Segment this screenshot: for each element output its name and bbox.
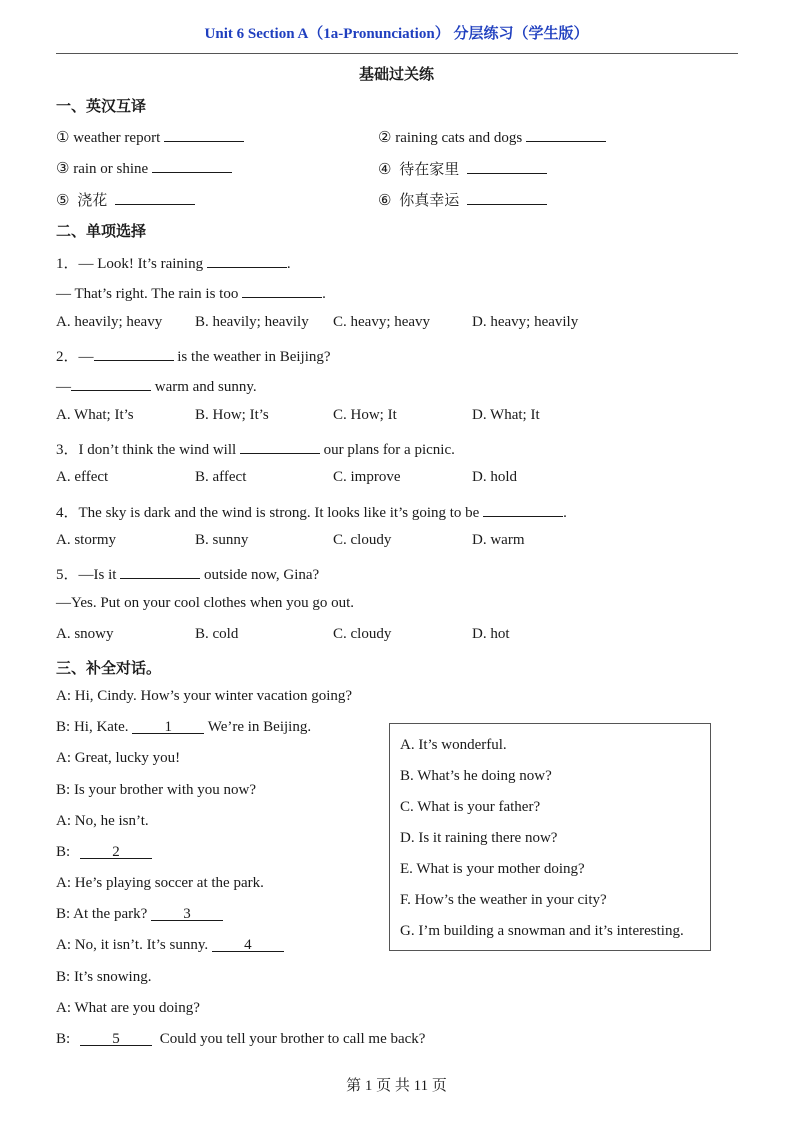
question-1-line-2 (56, 283, 326, 303)
q3-option-b[interactable]: B. affect (195, 469, 247, 485)
speaker-label: B: (56, 782, 71, 798)
item-text: 待在家里 (399, 162, 460, 178)
dialogue-line-5 (56, 813, 149, 830)
answer-blank[interactable] (483, 502, 563, 517)
dialogue-text: Hi, Kate. (73, 719, 129, 735)
item-text: raining cats and dogs (395, 130, 523, 146)
q1-option-a[interactable]: A. heavily; heavy (56, 314, 163, 330)
speaker-label: B: (56, 719, 71, 735)
dialogue-text: What are you doing? (74, 1000, 200, 1016)
q5-option-b[interactable]: B. cold (195, 626, 239, 642)
question-2-line-1 (56, 345, 331, 366)
q5-option-a[interactable]: A. snowy (56, 626, 114, 642)
question-5-line-1 (56, 563, 319, 584)
q3-option-a[interactable]: A. effect (56, 469, 109, 485)
question-4-line-1 (56, 501, 567, 522)
speaker-label: B: (56, 969, 71, 985)
question-text: —Is it (78, 567, 117, 583)
dialogue-text: We’re in Beijing. (207, 719, 312, 735)
question-text: — (78, 349, 94, 365)
question-text: . (322, 286, 326, 302)
dialogue-line-9 (56, 937, 284, 954)
item-text: 你真幸运 (399, 193, 460, 209)
dialogue-line-12 (56, 1031, 425, 1048)
dialogue-blank-3[interactable]: 3 (151, 906, 223, 921)
document-header-title: Unit 6 Section A（1a-Pronunciation） 分层练习（学生版） (204, 26, 589, 42)
question-text: . (563, 505, 567, 521)
item-number: ⑥ (378, 193, 392, 209)
question-number: 5． (56, 567, 79, 583)
speaker-label: B: (56, 906, 71, 922)
q2-option-d[interactable]: D. What; It (472, 407, 540, 423)
item-text: 浇花 (77, 193, 108, 209)
question-number: 2． (56, 349, 79, 365)
answer-blank[interactable] (240, 439, 320, 454)
speaker-label: A: (56, 688, 71, 704)
box-option-e: E. What is your mother doing? (400, 861, 585, 877)
question-3-line-1 (56, 438, 455, 459)
item-number: ⑤ (56, 193, 70, 209)
q4-option-d[interactable]: D. warm (472, 532, 525, 548)
question-number: 1． (56, 256, 79, 272)
dialogue-text: He’s playing soccer at the park. (74, 875, 264, 891)
answer-blank[interactable] (467, 190, 547, 205)
translation-item-2 (378, 127, 606, 147)
dialogue-text: It’s snowing. (73, 969, 152, 985)
answer-blank[interactable] (467, 159, 547, 174)
page-footer: 第 1 页 共 11 页 (346, 1078, 447, 1094)
dialogue-line-2 (56, 719, 311, 736)
translation-item-5 (56, 189, 195, 210)
dialogue-text: No, he isn’t. (74, 813, 149, 829)
question-text: I don’t think the wind will (78, 442, 237, 458)
speaker-label: A: (56, 1000, 71, 1016)
dialogue-blank-2[interactable]: 2 (80, 844, 152, 859)
box-option-g: G. I’m building a snowman and it’s interesting. (400, 923, 684, 939)
dialogue-options-box (389, 723, 711, 951)
dialogue-line-4 (56, 782, 256, 799)
speaker-label: A: (56, 750, 71, 766)
q4-option-b[interactable]: B. sunny (195, 532, 249, 548)
speaker-label: A: (56, 875, 71, 891)
speaker-label: B: (56, 1031, 71, 1047)
dialogue-blank-5[interactable]: 5 (80, 1031, 152, 1046)
dialogue-line-8 (56, 906, 223, 923)
dialogue-line-7 (56, 875, 264, 892)
question-text: — That’s right. The rain is too (56, 286, 239, 302)
question-text: — (56, 379, 71, 395)
q1-option-c[interactable]: C. heavy; heavy (333, 314, 431, 330)
q2-option-b[interactable]: B. How; It’s (195, 407, 269, 423)
question-1-line-1 (56, 252, 291, 273)
dialogue-text: No, it isn’t. It’s sunny. (74, 937, 209, 953)
answer-blank[interactable] (526, 127, 606, 142)
q1-option-d[interactable]: D. heavy; heavily (472, 314, 579, 330)
box-option-b: B. What’s he doing now? (400, 768, 552, 784)
dialogue-blank-4[interactable]: 4 (212, 937, 284, 952)
dialogue-line-6 (56, 844, 152, 861)
answer-blank[interactable] (152, 158, 232, 173)
dialogue-blank-1[interactable]: 1 (132, 719, 204, 734)
item-number: ① (56, 130, 70, 146)
box-option-d: D. Is it raining there now? (400, 830, 558, 846)
question-text: — Look! It’s raining (78, 256, 204, 272)
q3-option-c[interactable]: C. improve (333, 469, 401, 485)
dialogue-text: Is your brother with you now? (73, 782, 256, 798)
question-text: is the weather in Beijing? (177, 349, 331, 365)
section1-heading: 一、英汉互译 (56, 99, 147, 115)
dialogue-text: Hi, Cindy. How’s your winter vacation going? (74, 688, 353, 704)
speaker-label: A: (56, 937, 71, 953)
answer-blank[interactable] (207, 253, 287, 268)
speaker-label: A: (56, 813, 71, 829)
item-text: rain or shine (73, 161, 149, 177)
question-5-line-2: —Yes. Put on your cool clothes when you go out. (56, 595, 355, 611)
answer-blank[interactable] (71, 376, 151, 391)
translation-item-6 (378, 189, 547, 210)
section3-heading: 三、补全对话。 (56, 661, 162, 677)
q5-option-c[interactable]: C. cloudy (333, 626, 392, 642)
q4-option-a[interactable]: A. stormy (56, 532, 116, 548)
translation-item-3 (56, 158, 232, 178)
answer-blank[interactable] (120, 564, 200, 579)
question-text: The sky is dark and the wind is strong. It looks like it’s going to be (78, 505, 480, 521)
item-number: ③ (56, 161, 70, 177)
dialogue-line-3 (56, 750, 180, 767)
q2-option-a[interactable]: A. What; It’s (56, 407, 134, 423)
item-number: ④ (378, 162, 392, 178)
q2-option-c[interactable]: C. How; It (333, 407, 397, 423)
dialogue-text: At the park? (73, 906, 148, 922)
question-text: outside now, Gina? (203, 567, 320, 583)
dialogue-text: Could you tell your brother to call me back? (159, 1031, 426, 1047)
question-text: our plans for a picnic. (323, 442, 455, 458)
question-text: warm and sunny. (154, 379, 257, 395)
q5-option-d[interactable]: D. hot (472, 626, 510, 642)
dialogue-line-11 (56, 1000, 200, 1017)
section2-heading: 二、单项选择 (56, 224, 147, 240)
question-2-line-2 (56, 376, 257, 396)
question-number: 3． (56, 442, 79, 458)
q1-option-b[interactable]: B. heavily; heavily (195, 314, 309, 330)
answer-blank[interactable] (115, 190, 195, 205)
answer-blank[interactable] (164, 127, 244, 142)
box-option-a: A. It’s wonderful. (400, 737, 507, 753)
box-option-f: F. How’s the weather in your city? (400, 892, 607, 908)
answer-blank[interactable] (94, 346, 174, 361)
q4-option-c[interactable]: C. cloudy (333, 532, 392, 548)
page-title: 基础过关练 (358, 67, 434, 83)
header-divider (56, 53, 738, 54)
answer-blank[interactable] (242, 283, 322, 298)
question-text: . (286, 256, 291, 272)
translation-item-1 (56, 127, 244, 147)
question-number: 4． (56, 505, 79, 521)
dialogue-text: Great, lucky you! (74, 750, 181, 766)
translation-item-4 (378, 158, 547, 179)
speaker-label: B: (56, 844, 71, 860)
dialogue-line-1 (56, 688, 352, 705)
dialogue-line-10 (56, 969, 151, 986)
item-number: ② (378, 130, 392, 146)
item-text: weather report (73, 130, 161, 146)
q3-option-d[interactable]: D. hold (472, 469, 517, 485)
box-option-c: C. What is your father? (400, 799, 541, 815)
